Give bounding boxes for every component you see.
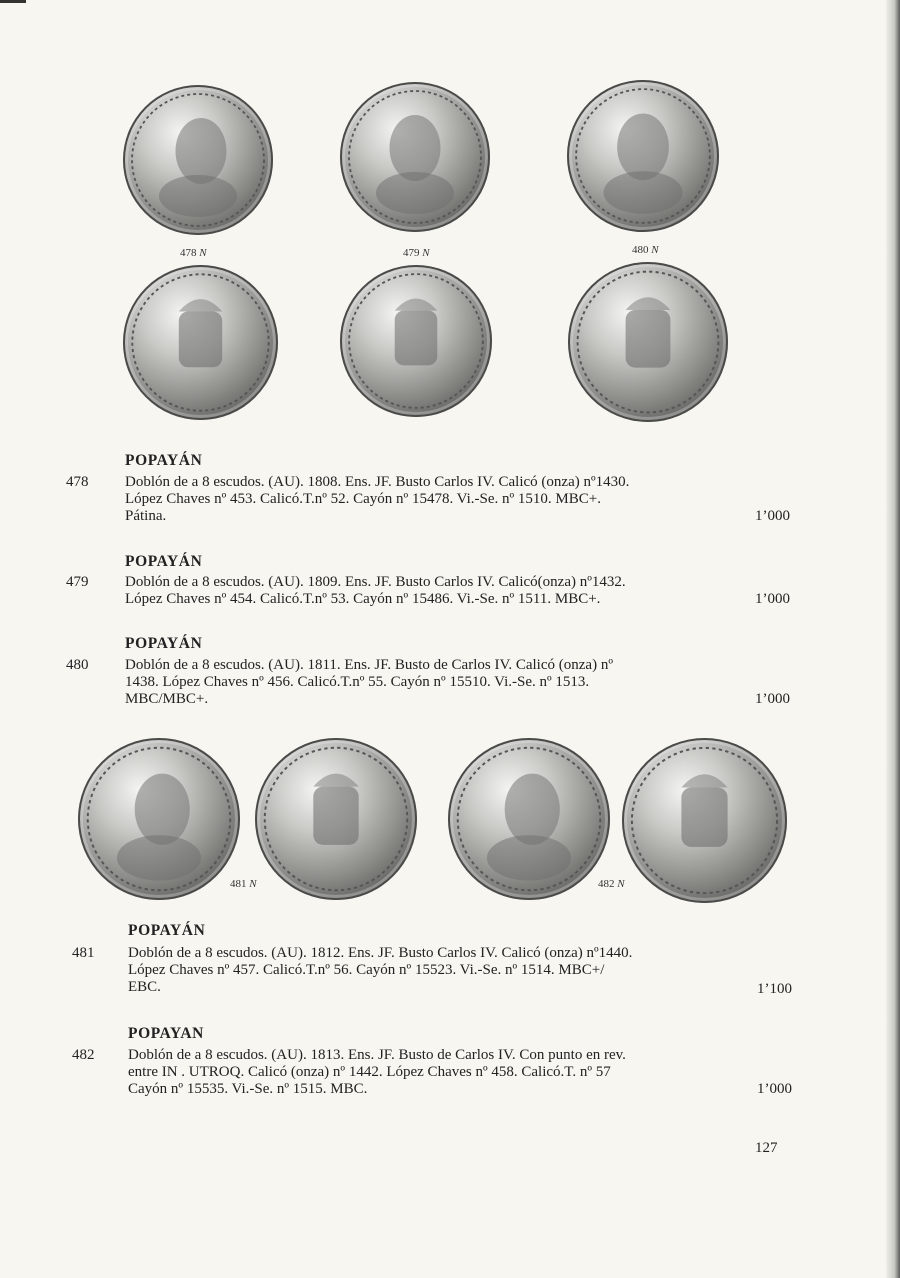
caption-number: 479 bbox=[403, 247, 420, 259]
lot-number: 479 bbox=[66, 574, 89, 590]
description-line: López Chaves nº 457. Calicó.T.nº 56. Cayón nº 15523. Vi.-Se. nº 1514. MBC+/ bbox=[128, 962, 605, 978]
description-line: Doblón de a 8 escudos. (AU). 1809. Ens. JF. Busto Carlos IV. Calicó(onza) nº1432. bbox=[125, 574, 626, 590]
coin-caption-481 bbox=[230, 878, 257, 890]
coin-482-reverse bbox=[622, 738, 787, 903]
description-line: Pátina. bbox=[125, 508, 167, 524]
coin-479-obverse bbox=[340, 82, 490, 232]
lot-number: 478 bbox=[66, 474, 89, 490]
caption-metal: N bbox=[617, 878, 625, 890]
coin-478-obverse bbox=[123, 85, 273, 235]
caption-number: 478 bbox=[180, 247, 197, 259]
coin-caption-482 bbox=[598, 878, 625, 890]
lot-price: 1’000 bbox=[755, 591, 790, 607]
lot-description bbox=[128, 945, 728, 996]
lot-description bbox=[125, 574, 725, 608]
coin-480-obverse bbox=[567, 80, 719, 232]
entry-heading: POPAYÁN bbox=[125, 635, 203, 652]
description-line: entre IN . UTROQ. Calicó (onza) nº 1442. López Chaves nº 458. Calicó.T. nº 57 bbox=[128, 1064, 611, 1080]
description-line: Doblón de a 8 escudos. (AU). 1813. Ens. JF. Busto de Carlos IV. Con punto en rev. bbox=[128, 1047, 626, 1063]
description-line: Doblón de a 8 escudos. (AU). 1812. Ens. JF. Busto Carlos IV. Calicó (onza) nº1440. bbox=[128, 945, 633, 961]
lot-price: 1’000 bbox=[755, 508, 790, 524]
description-line: López Chaves nº 454. Calicó.T.nº 53. Cayón nº 15486. Vi.-Se. nº 1511. MBC+. bbox=[125, 591, 601, 607]
lot-description bbox=[125, 474, 725, 525]
caption-metal: N bbox=[249, 878, 257, 890]
coin-caption-479 bbox=[403, 247, 430, 259]
lot-price: 1’000 bbox=[755, 691, 790, 707]
description-line: Cayón nº 15535. Vi.-Se. nº 1515. MBC. bbox=[128, 1081, 368, 1097]
caption-metal: N bbox=[199, 247, 207, 259]
coin-caption-478 bbox=[180, 247, 207, 259]
page-number: 127 bbox=[755, 1140, 778, 1156]
caption-number: 481 bbox=[230, 878, 247, 890]
description-line: López Chaves nº 453. Calicó.T.nº 52. Cayón nº 15478. Vi.-Se. nº 1510. MBC+. bbox=[125, 491, 601, 507]
description-line: Doblón de a 8 escudos. (AU). 1808. Ens. JF. Busto Carlos IV. Calicó (onza) nº1430. bbox=[125, 474, 630, 490]
caption-number: 482 bbox=[598, 878, 615, 890]
entry-heading: POPAYAN bbox=[128, 1025, 204, 1042]
page-edge bbox=[886, 0, 900, 1278]
corner-mark bbox=[0, 0, 26, 3]
coin-482-obverse bbox=[448, 738, 610, 900]
caption-metal: N bbox=[422, 247, 430, 259]
coin-480-reverse bbox=[568, 262, 728, 422]
caption-number: 480 bbox=[632, 244, 649, 256]
lot-number: 481 bbox=[72, 945, 95, 961]
lot-price: 1’100 bbox=[757, 981, 792, 997]
lot-number: 482 bbox=[72, 1047, 95, 1063]
lot-price: 1’000 bbox=[757, 1081, 792, 1097]
coin-478-reverse bbox=[123, 265, 278, 420]
description-line: MBC/MBC+. bbox=[125, 691, 209, 707]
coin-479-reverse bbox=[340, 265, 492, 417]
coin-481-reverse bbox=[255, 738, 417, 900]
caption-metal: N bbox=[651, 244, 659, 256]
lot-description bbox=[125, 657, 725, 708]
coin-481-obverse bbox=[78, 738, 240, 900]
description-line: EBC. bbox=[128, 979, 161, 995]
entry-heading: POPAYÁN bbox=[125, 452, 203, 469]
coin-caption-480 bbox=[632, 244, 659, 256]
description-line: 1438. López Chaves nº 456. Calicó.T.nº 55. Cayón nº 15510. Vi.-Se. nº 1513. bbox=[125, 674, 590, 690]
entry-heading: POPAYÁN bbox=[128, 922, 206, 939]
description-line: Doblón de a 8 escudos. (AU). 1811. Ens. JF. Busto de Carlos IV. Calicó (onza) nº bbox=[125, 657, 613, 673]
lot-description bbox=[128, 1047, 728, 1098]
entry-heading: POPAYÁN bbox=[125, 553, 203, 570]
lot-number: 480 bbox=[66, 657, 89, 673]
